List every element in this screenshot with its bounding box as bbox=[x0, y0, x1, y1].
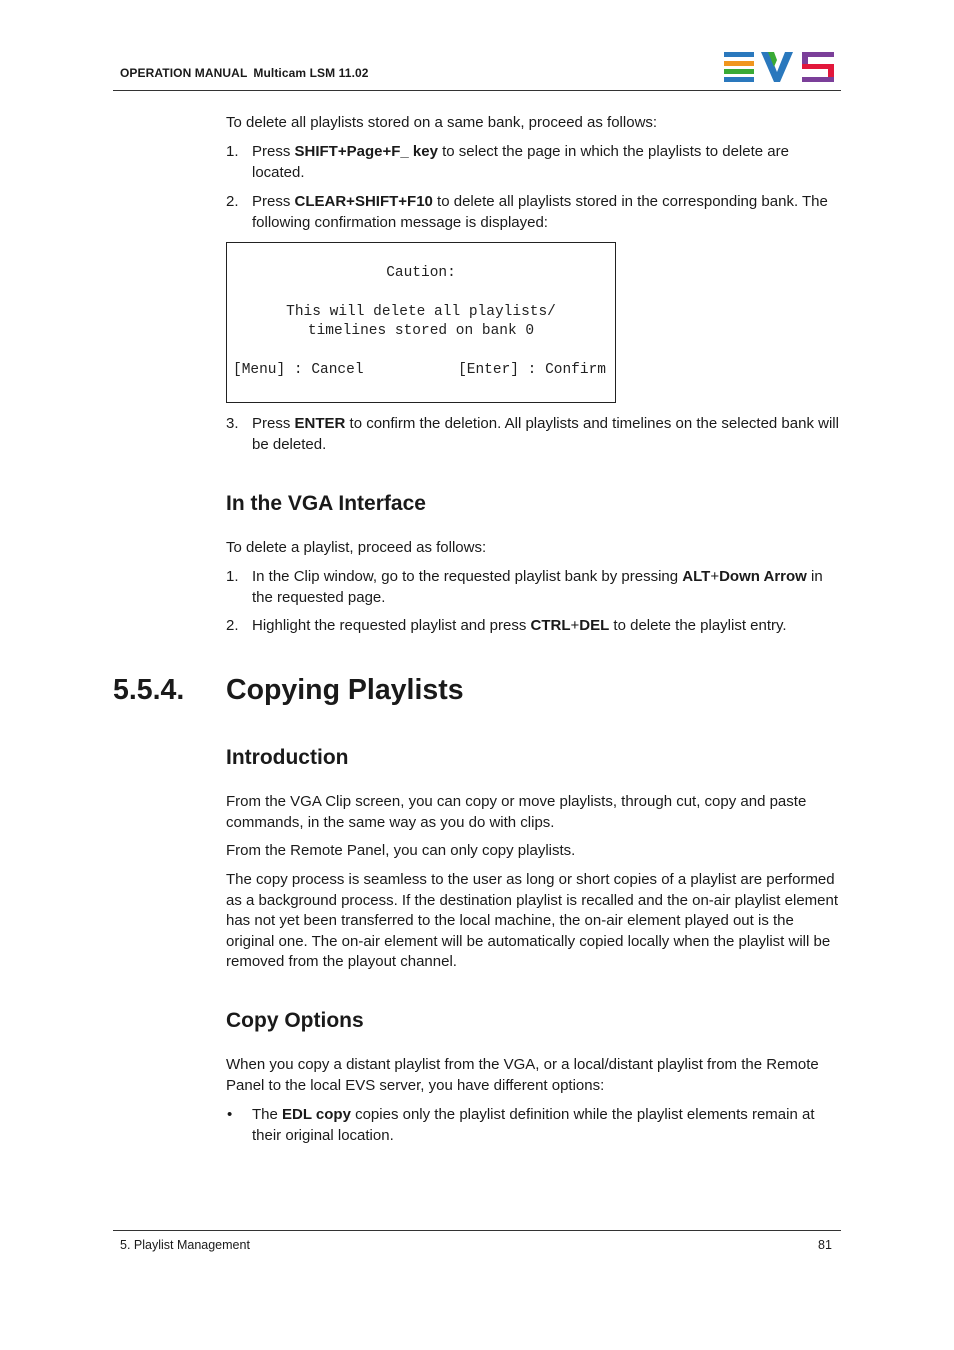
evs-logo bbox=[724, 52, 836, 82]
step-number: 1. bbox=[226, 568, 239, 585]
caution-title: Caution: bbox=[386, 265, 456, 281]
intro-paragraph-3: The copy process is seamless to the user as long or short copies of a playlist are performed as a background process. If the destination playlist is recalled and the on-air playlist element has not yet been transferred to the local machine, the on-air element played out is the original one. The on-air element will be automatically copied locally when the playlist will be removed from the playout channel. bbox=[226, 871, 839, 970]
product-label: Multicam LSM 11.02 bbox=[253, 66, 369, 80]
step-text: Press ENTER to confirm the deletion. All playlists and timelines on the selected bank will be deleted. bbox=[252, 415, 839, 453]
bullet-text: The EDL copy copies only the playlist definition while the playlist elements remain at their original location. bbox=[252, 1106, 815, 1144]
copy-options-paragraph: When you copy a distant playlist from the VGA, or a local/distant playlist from the Remote Panel to the local EVS server, you have different options: bbox=[226, 1056, 819, 1094]
caution-message-box bbox=[226, 242, 616, 403]
introduction-heading: Introduction bbox=[226, 746, 349, 769]
step-text: Highlight the requested playlist and press CTRL+DEL to delete the playlist entry. bbox=[252, 617, 787, 634]
header-rule bbox=[113, 90, 841, 91]
copy-options-heading: Copy Options bbox=[226, 1009, 364, 1032]
bullet-mark: • bbox=[227, 1106, 233, 1123]
page-number: 81 bbox=[818, 1238, 832, 1252]
caution-line-1: This will delete all playlists/ bbox=[286, 304, 556, 320]
caution-confirm-option: [Enter] : Confirm bbox=[458, 362, 606, 378]
step-text: In the Clip window, go to the requested playlist bank by pressing ALT+Down Arrow in the requested page. bbox=[252, 568, 823, 606]
vga-intro: To delete a playlist, proceed as follows: bbox=[226, 539, 487, 556]
section-number: 5.5.4. bbox=[113, 674, 185, 706]
caution-line-2: timelines stored on bank 0 bbox=[307, 323, 535, 339]
section-title: Copying Playlists bbox=[226, 674, 464, 706]
step-text: Press SHIFT+Page+F_ key to select the page in which the playlists to delete are located. bbox=[252, 143, 789, 181]
caution-cancel-option: [Menu] : Cancel bbox=[233, 362, 364, 378]
step-number: 2. bbox=[226, 193, 239, 210]
intro-paragraph-1: From the VGA Clip screen, you can copy or move playlists, through cut, copy and paste commands, in the same way as you do with clips. bbox=[226, 793, 807, 831]
step-text: Press CLEAR+SHIFT+F10 to delete all playlists stored in the corresponding bank. The following confirmation message is displayed: bbox=[252, 193, 828, 231]
footer-chapter: 5. Playlist Management bbox=[120, 1238, 250, 1252]
footer-rule bbox=[113, 1230, 841, 1231]
vga-heading: In the VGA Interface bbox=[226, 492, 426, 515]
running-header bbox=[120, 66, 369, 80]
step-number: 2. bbox=[226, 617, 239, 634]
intro-paragraph-2: From the Remote Panel, you can only copy playlists. bbox=[226, 842, 576, 859]
step-number: 1. bbox=[226, 143, 239, 160]
manual-label: OPERATION MANUAL bbox=[120, 66, 248, 80]
step-number: 3. bbox=[226, 415, 239, 432]
delete-bank-intro: To delete all playlists stored on a same bank, proceed as follows: bbox=[226, 114, 658, 131]
